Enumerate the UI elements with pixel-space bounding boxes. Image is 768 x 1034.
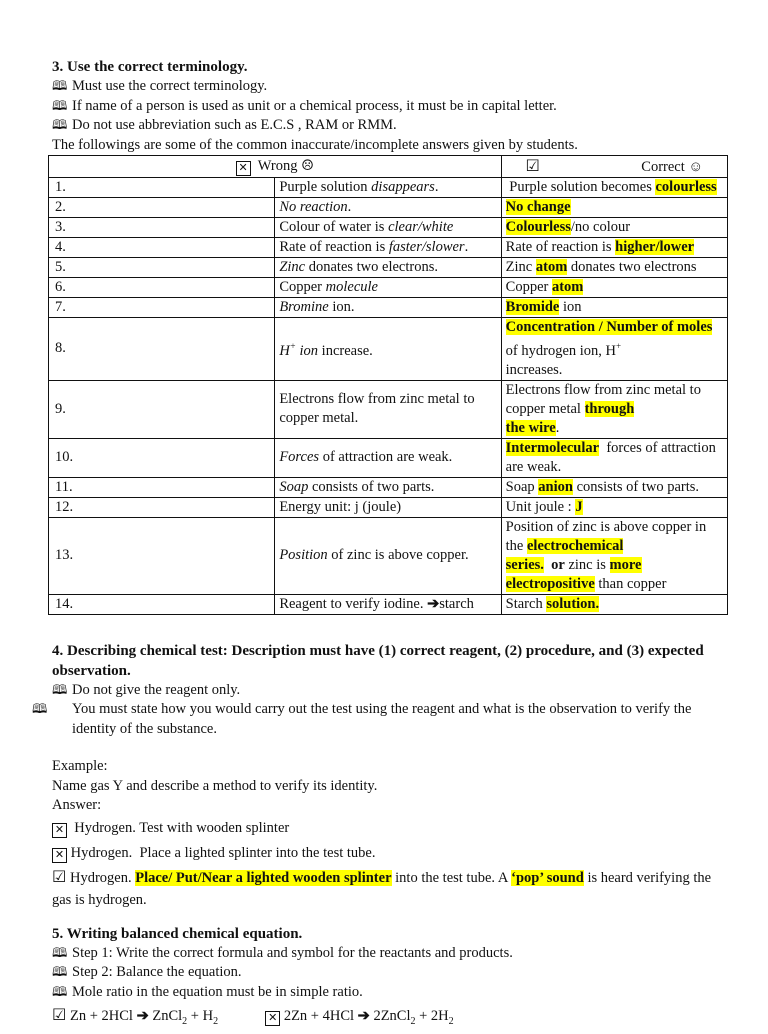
- table-row: 11. Soap consists of two parts. Soap anion consists of two parts.: [49, 477, 728, 497]
- example-label: Example:: [52, 758, 108, 775]
- book-icon: 🕮: [52, 965, 68, 981]
- table-row: 3. Colour of water is clear/white Colourless/no colour: [49, 218, 728, 238]
- book-icon: 🕮: [52, 984, 68, 1000]
- table-row: 7. Bromine ion. Bromide ion: [49, 298, 728, 318]
- bullet: 🕮 Do not give the reagent only.: [52, 681, 728, 701]
- table-row: 4. Rate of reaction is faster/slower. Rate of reaction is higher/lower: [49, 238, 728, 258]
- table-row: 12. Energy unit: j (joule) Unit joule : J: [49, 497, 728, 517]
- wrong-answer-2: ✕ Hydrogen. Place a lighted splinter into the test tube.: [52, 841, 728, 866]
- bullet: 🕮 You must state how you would carry out the test using the reagent and what is the observation to verify the identity of the substance.: [32, 701, 692, 737]
- table-row: 5. Zinc donates two electrons. Zinc atom donates two electrons: [49, 258, 728, 278]
- cross-box-icon: ✕: [52, 848, 67, 863]
- wrong-answer-1: ✕ Hydrogen. Test with wooden splinter: [52, 816, 728, 841]
- cross-box-icon: ✕: [236, 161, 251, 176]
- wrong-header: ✕ Wrong ☹: [49, 156, 502, 178]
- bullet: 🕮 Do not use abbreviation such as E.C.S , RAM or RMM.: [52, 116, 728, 136]
- table-row: 1. Purple solution disappears. Purple solution becomes colourless: [49, 178, 728, 198]
- section-4-title: 4. Describing chemical test: Description must have (1) correct reagent, (2) procedure, and (3) expected observation.: [52, 642, 704, 679]
- check-box-icon: ☑: [525, 156, 540, 175]
- table-row: 8. H+ ion increase. Concentration / Number of moles of hydrogen ion, H+ increases.: [49, 318, 728, 381]
- book-icon: 🕮: [52, 118, 68, 133]
- bullet: 🕮 Step 2: Balance the equation.: [52, 963, 728, 983]
- table-intro: The followings are some of the common inaccurate/incomplete answers given by students.: [52, 136, 578, 153]
- cross-box-icon: ✕: [265, 1011, 280, 1026]
- bullet: 🕮 Step 1: Write the correct formula and symbol for the reactants and products.: [52, 944, 728, 964]
- section-3-title: 3. Use the correct terminology.: [52, 59, 248, 75]
- table-row: 10. Forces of attraction are weak. Intermolecular forces of attraction are weak.: [49, 438, 728, 477]
- terminology-table: [48, 155, 728, 615]
- answer-label: Answer:: [52, 797, 102, 814]
- book-icon: 🕮: [32, 702, 48, 718]
- table-row: 2. No reaction. No change: [49, 198, 728, 218]
- correct-header: ☑ Correct ☺: [501, 156, 727, 178]
- cross-box-icon: ✕: [52, 823, 67, 838]
- bullet: 🕮 If name of a person is used as unit or a chemical process, it must be in capital letter.: [52, 97, 728, 117]
- book-icon: 🕮: [52, 98, 68, 114]
- document-page: [32, 58, 728, 1034]
- bullet: 🕮 Must use the correct terminology.: [52, 77, 728, 97]
- book-icon: 🕮: [52, 682, 68, 698]
- table-row: 14. Reagent to verify iodine. ➔starch Starch solution.: [49, 594, 728, 614]
- example-question: Name gas Y and describe a method to verify its identity.: [52, 777, 378, 794]
- check-box-icon: ☑: [52, 866, 67, 886]
- table-row: 13. Position of zinc is above copper. Position of zinc is above copper in the electrochemical series. or zinc is more electropositive than copper: [49, 517, 728, 594]
- book-icon: 🕮: [52, 79, 68, 94]
- correct-answer: ☑ Hydrogen. Place/ Put/Near a lighted wooden splinter into the test tube. A ‘pop’ sound is heard verifying the gas is hydrogen.: [52, 866, 712, 908]
- check-box-icon: ☑: [52, 1005, 67, 1025]
- equations: ☑ Zn + 2HCl ➔ ZnCl$_2$ + $H_2$ ✕ 2Zn + 4HCl ➔ 2ZnCl$_2$ + $2H_2$: [52, 1005, 454, 1028]
- section-5-title: 5. Writing balanced chemical equation.: [52, 925, 303, 942]
- book-icon: 🕮: [52, 945, 68, 961]
- table-row: 9. Electrons flow from zinc metal to copper metal. Electrons flow from zinc metal to copper metal through the wire.: [49, 380, 728, 438]
- table-row: 6. Copper molecule Copper atom: [49, 278, 728, 298]
- bullet: 🕮 Mole ratio in the equation must be in simple ratio.: [52, 983, 728, 1003]
